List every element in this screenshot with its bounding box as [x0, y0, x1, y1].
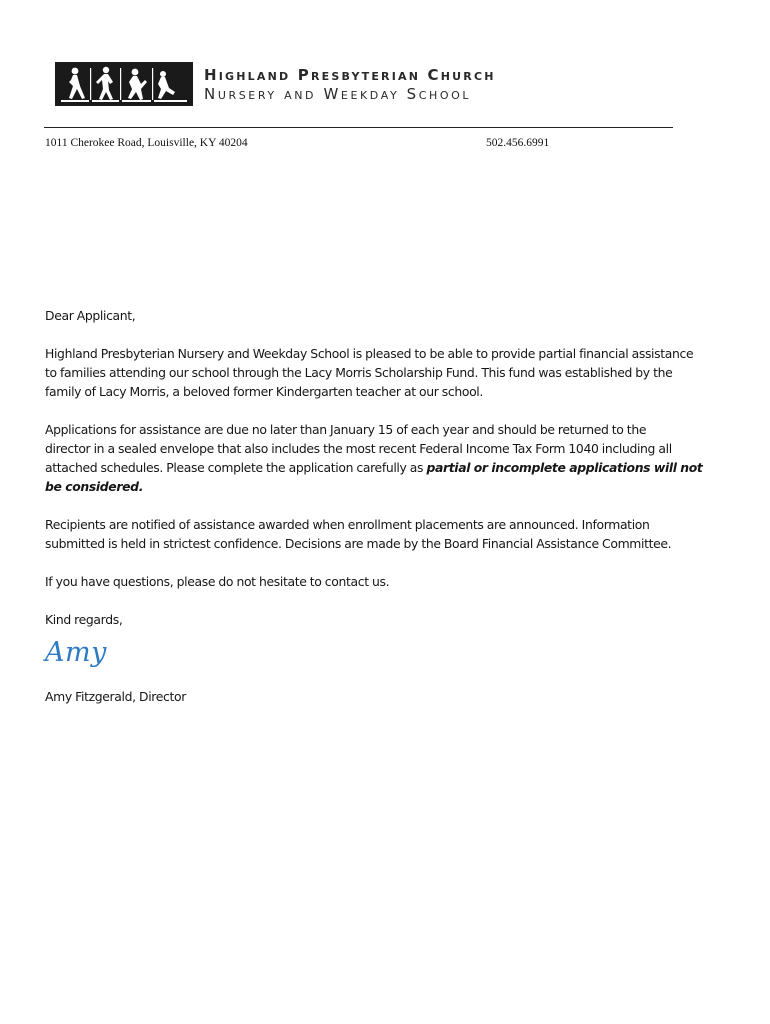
phone-text: 502.456.6991 — [486, 137, 550, 149]
paragraph-line: Highland Presbyterian Nursery and Weekday School is pleased to be able to provide partial financial assistance — [45, 346, 694, 361]
paragraph-line: Applications for assistance are due no later than January 15 of each year and should be returned to the — [45, 422, 647, 437]
address-text: 1011 Cherokee Road, Louisville, KY 40204 — [45, 137, 248, 149]
paragraph-line — [45, 477, 703, 496]
paragraph-text: attached schedules. Please complete the application carefully as — [45, 460, 427, 475]
children-playing-logo-icon — [55, 62, 193, 106]
paragraph-deadline — [45, 420, 703, 496]
paragraph-text: . — [138, 479, 144, 494]
paragraph-line: submitted is held in strictest confidence. Decisions are made by the Board Financial Assistance Committee. — [45, 536, 672, 551]
paragraph-intro — [45, 344, 693, 401]
paragraph-line: Recipients are notified of assistance awarded when enrollment placements are announced. Information — [45, 517, 650, 532]
signer-name: Amy Fitzgerald, Director — [45, 689, 186, 704]
paragraph-line: director in a sealed envelope that also includes the most recent Federal Income Tax Form 1040 including all — [45, 441, 672, 456]
letterhead — [55, 58, 645, 108]
organization-name: Highland Presbyterian Church — [204, 66, 496, 84]
header-divider — [44, 127, 673, 128]
signature: Amy — [45, 637, 107, 668]
organization-subtitle: Nursery and Weekday School — [204, 85, 472, 103]
paragraph-line — [45, 458, 703, 477]
paragraph-line: to families attending our school through the Lacy Morris Scholarship Fund. This fund was established by the — [45, 365, 673, 380]
warning-text: partial or incomplete applications will not — [426, 460, 703, 475]
salutation: Dear Applicant, — [45, 308, 136, 323]
warning-text: be considered — [45, 479, 139, 494]
paragraph-notification — [45, 515, 671, 553]
paragraph-line: family of Lacy Morris, a beloved former Kindergarten teacher at our school. — [45, 384, 483, 399]
paragraph-contact: If you have questions, please do not hesitate to contact us. — [45, 574, 390, 589]
closing: Kind regards, — [45, 612, 123, 627]
